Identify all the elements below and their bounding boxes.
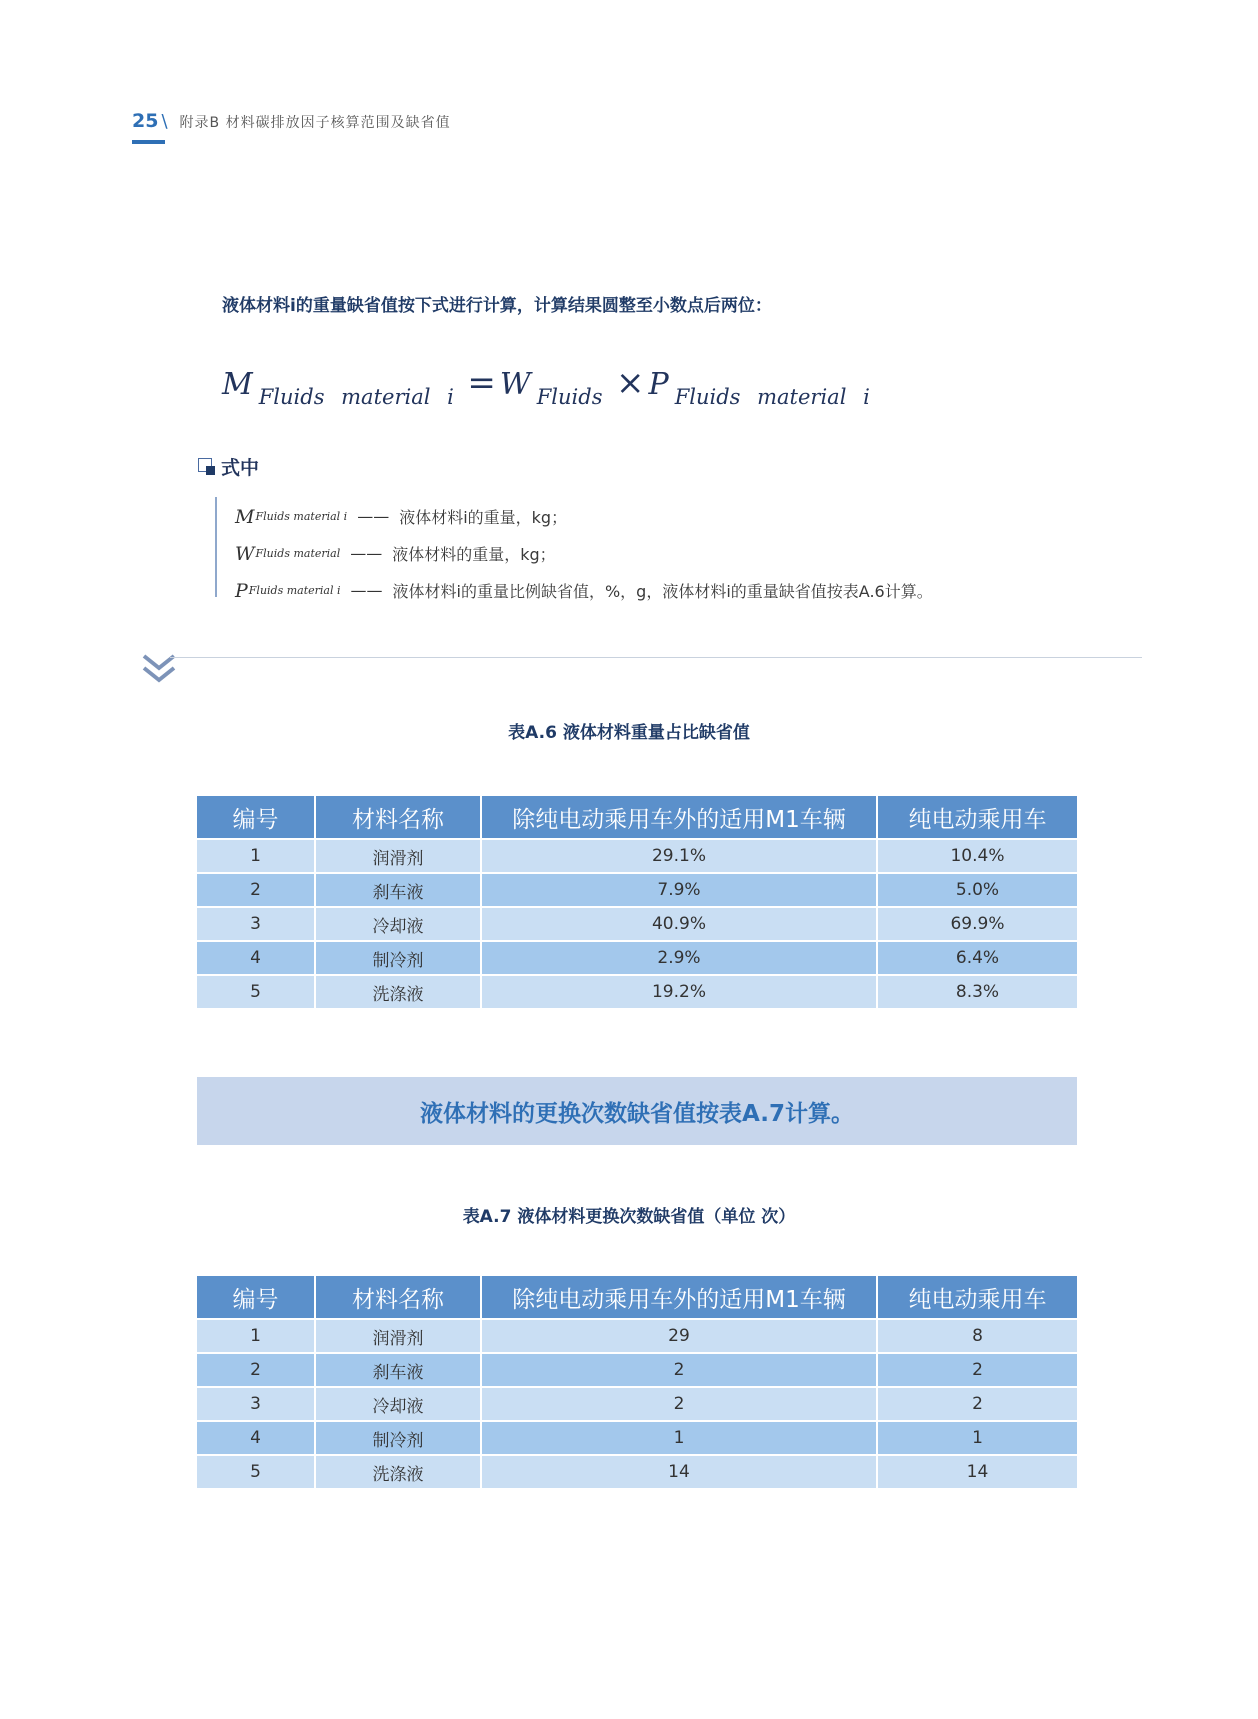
table-row xyxy=(197,941,1077,975)
definition-symbol: M xyxy=(235,505,255,528)
table-cell: 2 xyxy=(481,1353,877,1387)
table-cell: 1 xyxy=(197,839,315,873)
table-cell: 润滑剂 xyxy=(315,839,481,873)
definition-subscript: Fluids material xyxy=(255,547,341,560)
formula-w-subscript: Fluids xyxy=(536,385,603,409)
table-cell: 2.9% xyxy=(481,941,877,975)
table-cell: 4 xyxy=(197,1421,315,1455)
table-cell: 5 xyxy=(197,1455,315,1489)
column-header: 编号 xyxy=(197,1276,315,1319)
table-row xyxy=(197,1387,1077,1421)
table-cell: 洗涤液 xyxy=(315,1455,481,1489)
table-cell: 29 xyxy=(481,1319,877,1353)
header-separator: \ xyxy=(161,111,168,132)
table-cell: 制冷剂 xyxy=(315,1421,481,1455)
table-cell: 润滑剂 xyxy=(315,1319,481,1353)
definition-item xyxy=(235,572,933,609)
definition-dash: —— xyxy=(350,544,383,563)
column-header: 除纯电动乘用车外的适用M1车辆 xyxy=(481,1276,877,1319)
table-row xyxy=(197,1353,1077,1387)
definition-dash: —— xyxy=(357,507,390,526)
definition-symbol: W xyxy=(235,542,255,565)
formula-m-subscript: Fluids material i xyxy=(258,385,454,409)
table-cell: 2 xyxy=(481,1387,877,1421)
definition-item xyxy=(235,498,933,535)
table-header-row xyxy=(197,796,1077,839)
table-cell: 刹车液 xyxy=(315,1353,481,1387)
intro-text: 液体材料i的重量缺省值按下式进行计算，计算结果圆整至小数点后两位： xyxy=(222,296,772,316)
definitions-list xyxy=(235,498,933,609)
definition-item xyxy=(235,535,933,572)
table-cell: 8 xyxy=(877,1319,1077,1353)
definition-dash: —— xyxy=(350,581,383,600)
table-cell: 1 xyxy=(197,1319,315,1353)
table-cell: 40.9% xyxy=(481,907,877,941)
column-header: 纯电动乘用车 xyxy=(877,1276,1077,1319)
table-a7 xyxy=(197,1276,1077,1490)
table-cell: 2 xyxy=(877,1387,1077,1421)
table-cell: 14 xyxy=(877,1455,1077,1489)
definition-symbol: P xyxy=(235,579,248,602)
table-row xyxy=(197,1421,1077,1455)
formula-p-subscript: Fluids material i xyxy=(674,385,870,409)
definition-text: 液体材料的重量，kg； xyxy=(392,545,556,564)
formula-equals: = xyxy=(467,363,496,403)
table-cell: 刹车液 xyxy=(315,873,481,907)
note-text: 液体材料的更换次数缺省值按表A.7计算。 xyxy=(420,1100,854,1127)
header-title: 附录B 材料碳排放因子核算范围及缺省值 xyxy=(179,115,451,131)
table-cell: 10.4% xyxy=(877,839,1077,873)
formula-m-symbol: M xyxy=(222,367,253,402)
table-cell: 6.4% xyxy=(877,941,1077,975)
column-header: 材料名称 xyxy=(315,796,481,839)
table-cell: 19.2% xyxy=(481,975,877,1009)
table-a6 xyxy=(197,796,1077,1010)
page-header xyxy=(132,110,451,134)
page-number: 25 xyxy=(132,110,159,132)
table-cell: 4 xyxy=(197,941,315,975)
table-row xyxy=(197,873,1077,907)
table-cell: 3 xyxy=(197,1387,315,1421)
table-a7-caption: 表A.7 液体材料更换次数缺省值（单位 次） xyxy=(462,1207,796,1227)
table-cell: 2 xyxy=(197,1353,315,1387)
definition-text: 液体材料i的重量比例缺省值，%，g，液体材料i的重量缺省值按表A.6计算。 xyxy=(392,582,933,601)
formula-w-symbol: W xyxy=(499,367,531,402)
definitions-heading xyxy=(198,453,259,480)
table-cell: 洗涤液 xyxy=(315,975,481,1009)
column-header: 除纯电动乘用车外的适用M1车辆 xyxy=(481,796,877,839)
square-bullet-icon xyxy=(198,458,215,475)
column-header: 材料名称 xyxy=(315,1276,481,1319)
table-row xyxy=(197,907,1077,941)
table-cell: 1 xyxy=(877,1421,1077,1455)
table-cell: 冷却液 xyxy=(315,1387,481,1421)
table-cell: 1 xyxy=(481,1421,877,1455)
table-a6-caption: 表A.6 液体材料重量占比缺省值 xyxy=(508,723,750,743)
formula-times: × xyxy=(616,363,645,403)
definition-subscript: Fluids material i xyxy=(248,584,341,597)
table-cell: 2 xyxy=(197,873,315,907)
definitions-heading-label: 式中 xyxy=(221,457,260,479)
table-row xyxy=(197,975,1077,1009)
table-cell: 制冷剂 xyxy=(315,941,481,975)
table-cell: 14 xyxy=(481,1455,877,1489)
table-cell: 2 xyxy=(877,1353,1077,1387)
definition-subscript: Fluids material i xyxy=(255,510,348,523)
table-cell: 5.0% xyxy=(877,873,1077,907)
table-row xyxy=(197,839,1077,873)
table-cell: 5 xyxy=(197,975,315,1009)
column-header: 编号 xyxy=(197,796,315,839)
definitions-rule xyxy=(215,497,217,597)
table-cell: 3 xyxy=(197,907,315,941)
table-cell: 29.1% xyxy=(481,839,877,873)
table-cell: 69.9% xyxy=(877,907,1077,941)
table-header-row xyxy=(197,1276,1077,1319)
table-row xyxy=(197,1319,1077,1353)
formula-p-symbol: P xyxy=(648,367,669,402)
table-cell: 7.9% xyxy=(481,873,877,907)
table-cell: 8.3% xyxy=(877,975,1077,1009)
column-header: 纯电动乘用车 xyxy=(877,796,1077,839)
header-accent-bar xyxy=(132,140,165,144)
table-row xyxy=(197,1455,1077,1489)
section-divider xyxy=(170,657,1142,658)
definition-text: 液体材料i的重量，kg； xyxy=(399,508,568,527)
table-cell: 冷却液 xyxy=(315,907,481,941)
formula xyxy=(222,363,870,409)
note-banner xyxy=(197,1077,1077,1145)
